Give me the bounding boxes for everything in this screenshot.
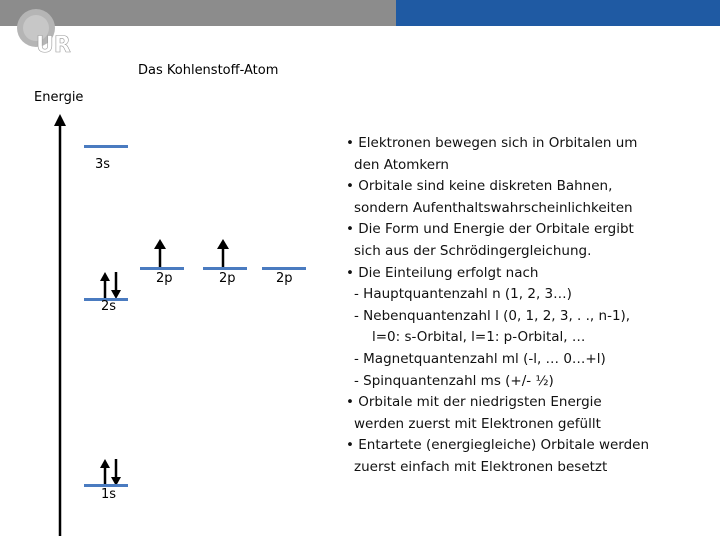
text-line-cont: werden zuerst mit Elektronen gefüllt (354, 415, 601, 432)
header-bar-blue (396, 0, 720, 26)
text-line-bullet: • Entartete (energiegleiche) Orbitale werden (346, 437, 650, 454)
text-line-bullet: • Orbitale mit der niedrigsten Energie (346, 394, 602, 411)
text-line-cont: den Atomkern (354, 156, 449, 173)
label-2s: 2s (101, 299, 117, 314)
text-line-bullet: • Die Einteilung erfolgt nach (346, 264, 539, 281)
university-logo (16, 8, 76, 56)
label-2p-2: 2p (219, 271, 236, 286)
text-line-sub: - Hauptquantenzahl n (1, 2, 3…) (354, 286, 572, 303)
orbital-level-2p-3 (262, 267, 306, 270)
text-line-bullet: • Die Form und Energie der Orbitale ergibt (346, 221, 634, 238)
text-line-bullet: • Orbitale sind keine diskreten Bahnen, (346, 178, 613, 195)
electron-pair-2s (96, 270, 128, 300)
electron-pair-1s (96, 457, 128, 487)
text-line-sub: - Nebenquantenzahl l (0, 1, 2, 3, . ., n-1), (354, 307, 631, 324)
label-1s: 1s (101, 487, 117, 502)
text-line-cont: zuerst einfach mit Elektronen besetzt (354, 458, 608, 475)
orbital-level-3s (84, 145, 128, 148)
energy-axis-label: Energie (34, 90, 84, 105)
electron-2p-1 (149, 238, 173, 268)
text-line-cont: sich aus der Schrödingergleichung. (354, 242, 592, 259)
text-line-bullet: • Elektronen bewegen sich in Orbitalen um (346, 135, 638, 151)
label-3s: 3s (95, 157, 111, 172)
slide-title: Das Kohlenstoff-Atom (138, 63, 279, 78)
text-line-sub: - Magnetquantenzahl ml (-l, … 0…+l) (354, 350, 606, 367)
label-2p-1: 2p (156, 271, 173, 286)
orbital-level-2p-2 (203, 267, 247, 270)
explanation-text (346, 133, 716, 479)
electron-2p-2 (212, 238, 236, 268)
text-line-sub2: l=0: s-Orbital, l=1: p-Orbital, … (372, 329, 586, 346)
text-line-sub: - Spinquantenzahl ms (+/- ½) (354, 372, 554, 389)
orbital-level-2p-1 (140, 267, 184, 270)
energy-axis-arrow (50, 112, 70, 536)
label-2p-3: 2p (276, 271, 293, 286)
text-line-cont: sondern Aufenthaltswahrscheinlichkeiten (354, 199, 633, 216)
logo-text: UR (36, 33, 71, 56)
